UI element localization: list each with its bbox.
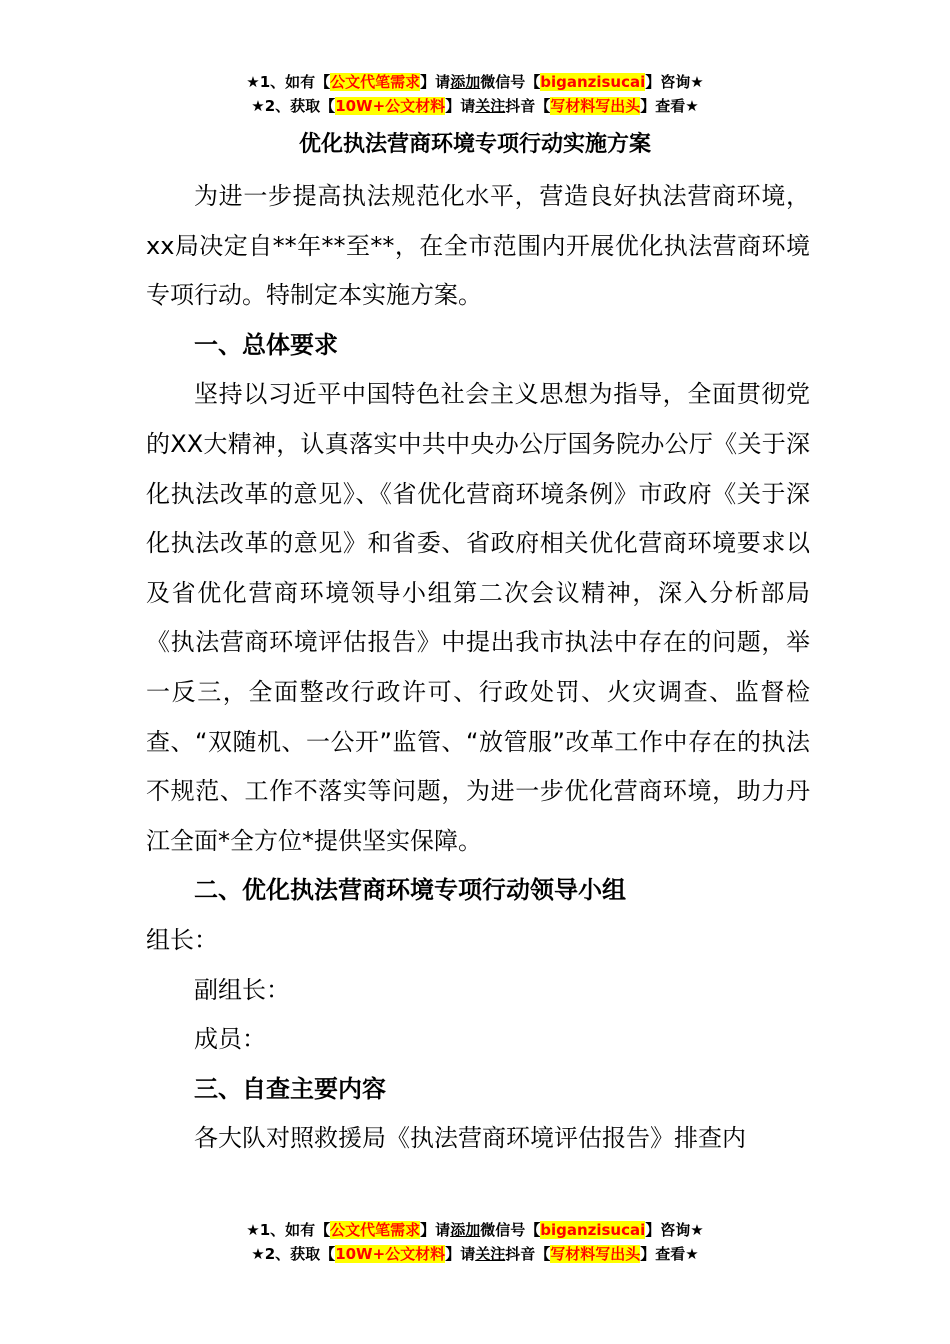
promo-highlight: 写材料写出头 (550, 1245, 641, 1263)
promo-line-2: ★2、获取【10W+公文材料】请关注抖音【写材料写出头】查看★ (251, 97, 699, 115)
section-heading: 三、自查主要内容 (194, 1074, 386, 1103)
deputy-line: 副组长： (194, 975, 290, 1004)
intro-paragraph: 为进一步提高执法规范化水平，营造良好执法营商环境，xx局决定自**年**至**，在全市范围内开展优化执法营商环境专项行动。特制定本实施方案。 (146, 182, 810, 310)
promo-header (0, 70, 950, 118)
promo-line-1: ★1、如有【公文代笔需求】请添加微信号【biganzisucai】咨询★ (246, 73, 704, 91)
document-body (146, 172, 810, 1164)
section-heading: 一、总体要求 (194, 330, 338, 359)
promo-highlight: 10W+公文材料 (335, 97, 446, 115)
leader-line: 组长： (146, 925, 218, 954)
body-paragraph: 各大队对照救援局《执法营商环境评估报告》排查内 (194, 1124, 746, 1153)
promo-highlight: 10W+公文材料 (335, 1245, 446, 1263)
promo-highlight: 公文代笔需求 (330, 73, 421, 91)
promo-footer (0, 1218, 950, 1266)
body-paragraph: 坚持以习近平中国特色社会主义思想为指导，全面贯彻党的XX大精神，认真落实中共中央办公厅国务院办公厅《关于深化执法改革的意见》、《省优化营商环境条例》市政府《关于深化执法改革的意见》和省委、省政府相关优化营商环境要求以及省优化营商环境领导小组第二次会议精神，深入分析部局《执法营商环境评估报告》中提出我市执法中存在的问题，举一反三，全面整改行政许可、行政处罚、火灾调查、监督检查、“双随机、一公开”监管、“放管服”改革工作中存在的执法不规范、工作不落实等问题，为进一步优化营商环境，助力丹江全面*全方位*提供坚实保障。 (146, 380, 810, 855)
document-title: 优化执法营商环境专项行动实施方案 (298, 132, 651, 157)
promo-line-1: ★1、如有【公文代笔需求】请添加微信号【biganzisucai】咨询★ (246, 1221, 704, 1239)
promo-highlight: biganzisucai (540, 73, 646, 91)
promo-highlight: biganzisucai (540, 1221, 646, 1239)
promo-highlight: 写材料写出头 (550, 97, 641, 115)
members-line: 成员： (194, 1025, 266, 1054)
section-heading: 二、优化执法营商环境专项行动领导小组 (194, 876, 626, 905)
promo-highlight: 公文代笔需求 (330, 1221, 421, 1239)
promo-line-2: ★2、获取【10W+公文材料】请关注抖音【写材料写出头】查看★ (251, 1245, 699, 1263)
